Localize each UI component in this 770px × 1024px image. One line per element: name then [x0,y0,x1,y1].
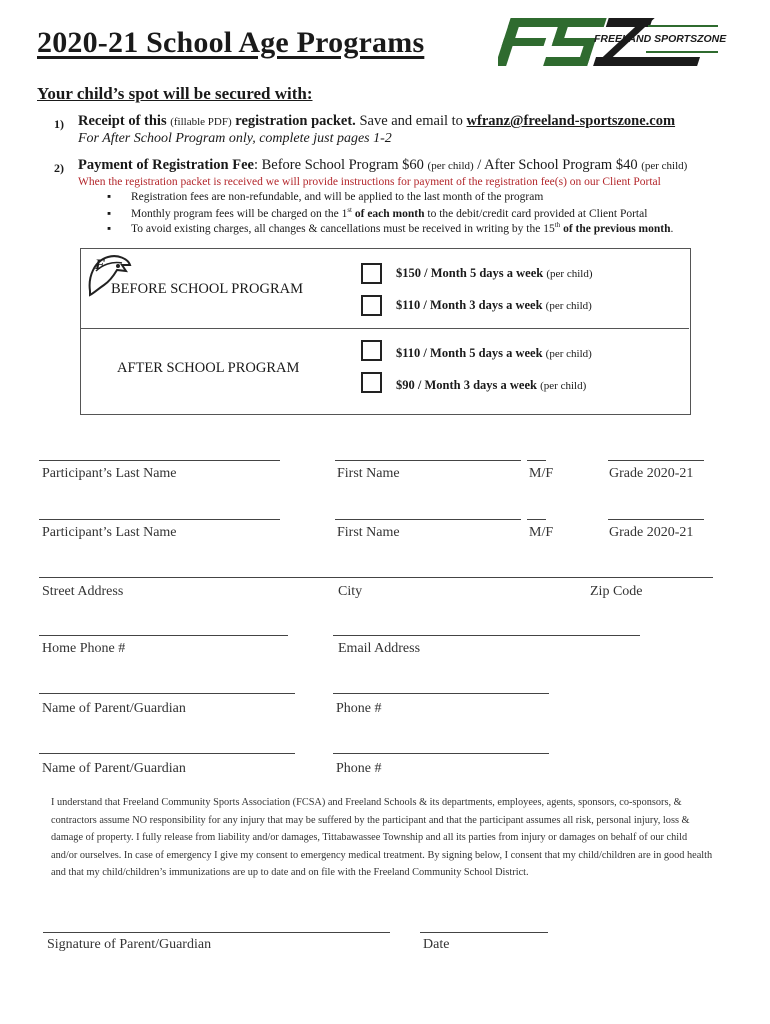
bullet-text: To avoid existing charges, all changes & cancellations must be received in writing by the 15 [131,222,555,235]
bullet-marker: ▪ [107,207,112,220]
before-3-days-checkbox[interactable] [361,295,382,316]
grade-1-label: Grade 2020-21 [609,466,694,481]
step-1-note: For After School Program only, complete just pages 1-2 [78,131,392,146]
street-address-label: Street Address [42,584,124,599]
option-per-child: (per child) [546,268,593,280]
bullet-text: . [670,222,674,235]
parent-1-phone-label: Phone # [336,701,382,716]
before-5-days-option [396,266,592,281]
first-name-1-input[interactable] [335,460,521,461]
grade-2-label: Grade 2020-21 [609,525,694,540]
step-1-email-link[interactable]: wfranz@freeland-sportszone.com [466,113,676,129]
date-label: Date [423,937,450,952]
option-label: $150 / Month 5 days a week [396,266,544,280]
parent-1-phone-input[interactable] [333,693,549,694]
step-1-rest: Save and email to [359,113,463,129]
step-2-lead: Payment of Registration Fee [78,157,254,173]
step-2-colon: : [253,157,258,173]
logo-brand-text: FREELAND SPORTSZONE [594,33,727,45]
first-name-2-input[interactable] [335,519,521,520]
option-label: $90 / Month 3 days a week [396,378,537,392]
step-2-red-note: When the registration packet is received we will provide instructions for payment of the registration fee(s) on our Client Portal [78,176,661,188]
email-input[interactable] [333,635,640,636]
option-label: $110 / Month 5 days a week [396,346,543,360]
step-1-bold: registration packet. [235,113,356,129]
date-input[interactable] [420,932,548,933]
parent-1-input[interactable] [39,693,295,694]
gender-2-label: M/F [529,525,554,540]
last-name-1-label: Participant’s Last Name [42,466,177,481]
bullet-item [107,221,673,235]
step-2-after-per-child: (per child) [641,160,688,172]
gender-2-input[interactable] [527,519,546,520]
home-phone-label: Home Phone # [42,641,126,656]
option-label: $110 / Month 3 days a week [396,298,543,312]
step-1-lead: Receipt of this [78,113,167,129]
bullet-superscript: th [554,221,561,229]
parent-2-phone-input[interactable] [333,753,549,754]
grade-2-input[interactable] [608,519,704,520]
bullet-item [107,191,543,203]
mascot-letter: F [95,257,106,273]
after-5-days-checkbox[interactable] [361,340,382,361]
last-name-2-input[interactable] [39,519,280,520]
step-2-text [78,157,687,174]
parent-2-phone-label: Phone # [336,761,382,776]
city-label: City [338,584,363,599]
home-phone-input[interactable] [39,635,288,636]
zip-code-label: Zip Code [590,584,643,599]
bullet-bold: of the previous month [563,222,671,235]
step-2-before-per-child: (per child) [427,160,474,172]
before-school-program-label: BEFORE SCHOOL PROGRAM [111,281,304,297]
step-2-after: / After School Program $40 [477,157,638,173]
liability-waiver-text: I understand that Freeland Community Sports Association (FCSA) and Freeland Schools & its departments, employees, agents, sponsors, co-sponsors, & contractors assume NO responsibility for any injury that may be suffered by the participant and that the participant assumes all risk, personal injury, loss & damage of property. I fully release from liability and/or damages, Tittabawassee Township and all its parties from injury or damages on behalf of our child and/or ourselves. In case of emergency I give my consent to emergency medical treatment. By signing below, I consent that my child/children are in good health and that my child/children’s immunizations are up to date and on file with the Freeland Community School District. [51,797,713,879]
parent-2-input[interactable] [39,753,295,754]
grade-1-input[interactable] [608,460,704,461]
bullet-marker: ▪ [107,191,112,203]
program-selection-box [80,248,691,415]
page-title: 2020-21 School Age Programs [37,26,425,59]
before-3-days-option [396,298,592,313]
bullet-item [107,206,647,220]
option-per-child: (per child) [540,380,587,392]
first-name-1-label: First Name [337,466,400,481]
gender-1-input[interactable] [527,460,546,461]
last-name-1-input[interactable] [39,460,280,461]
after-5-days-option [396,346,592,361]
bullet-text: to the debit/credit card provided at Client Portal [427,207,648,220]
first-name-2-label: First Name [337,525,400,540]
bullet-superscript: st [347,206,352,214]
step-2-number: 2) [54,161,64,175]
option-per-child: (per child) [545,300,592,312]
signature-label: Signature of Parent/Guardian [47,937,212,952]
option-per-child: (per child) [545,348,592,360]
after-school-program-label: AFTER SCHOOL PROGRAM [117,360,300,376]
parent-1-label: Name of Parent/Guardian [42,701,186,716]
step-1-number: 1) [54,117,64,131]
program-divider [80,328,689,329]
email-address-label: Email Address [338,641,421,656]
step-1-text [78,113,675,130]
address-input[interactable] [39,577,713,578]
last-name-2-label: Participant’s Last Name [42,525,177,540]
section-subheading: Your child’s spot will be secured with: [37,84,313,103]
bullet-text: Registration fees are non-refundable, and will be applied to the last month of the program [131,191,544,203]
before-5-days-checkbox[interactable] [361,263,382,284]
after-3-days-option [396,378,586,393]
bullet-text: Monthly program fees will be charged on the 1 [131,207,348,220]
bullet-marker: ▪ [107,222,112,235]
step-2-before: Before School Program $60 [261,157,424,173]
after-3-days-checkbox[interactable] [361,372,382,393]
freeland-sportszone-logo [498,14,727,70]
step-1-paren: (fillable PDF) [170,116,232,128]
parent-2-label: Name of Parent/Guardian [42,761,186,776]
gender-1-label: M/F [529,466,554,481]
bullet-bold: of each month [354,207,425,220]
signature-input[interactable] [43,932,390,933]
